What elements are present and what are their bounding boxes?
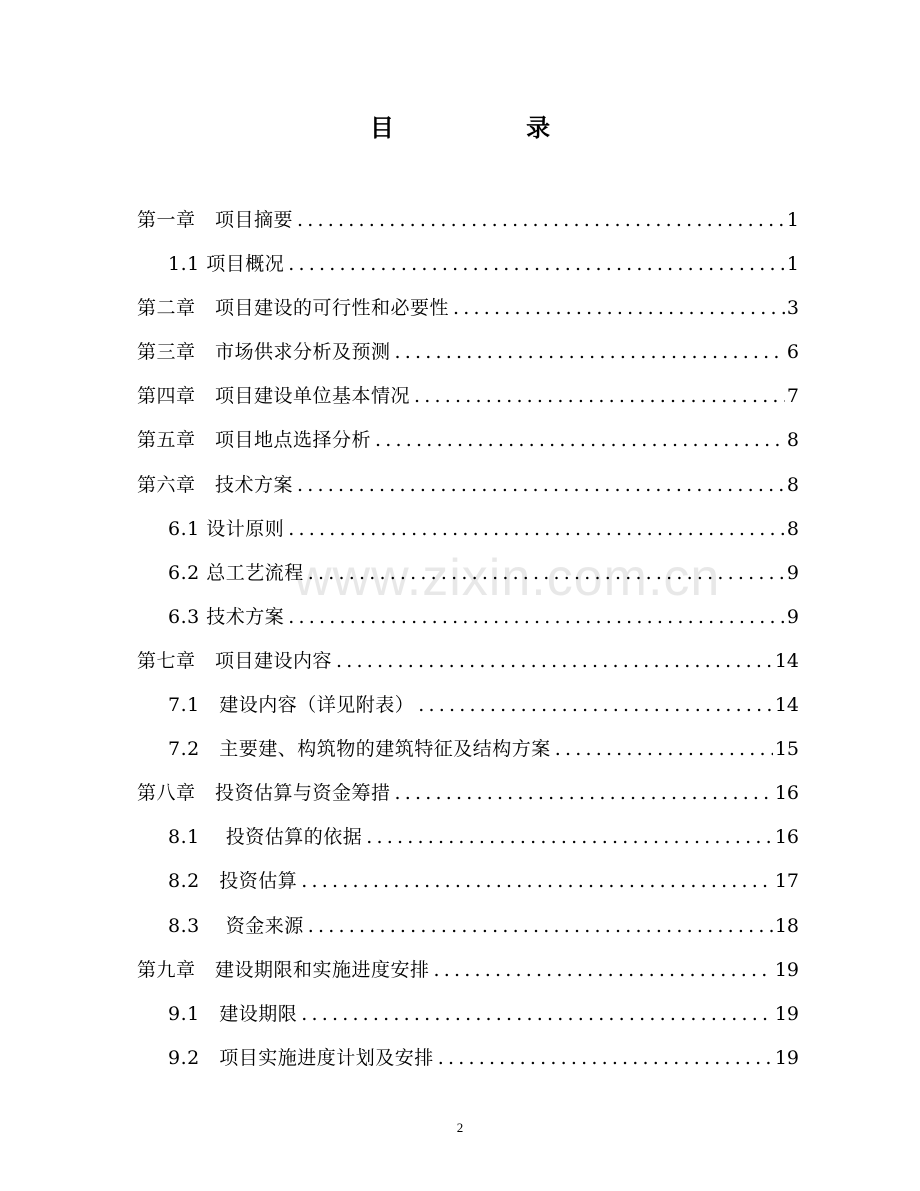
toc-entry-gap (200, 870, 220, 892)
toc-entry-title: 市场供求分析及预测 (215, 341, 391, 364)
toc-dot-leader (308, 904, 773, 948)
toc-entry-gap (196, 650, 216, 672)
toc-dot-leader (434, 948, 773, 992)
toc-page-number: 1 (786, 253, 799, 276)
toc-entry-number: 第九章 (137, 958, 196, 981)
toc-entry-chapter[interactable] (137, 948, 799, 992)
toc-entry-gap (196, 385, 216, 407)
toc-entry-gap (200, 826, 226, 848)
toc-page-number: 15 (774, 738, 799, 761)
toc-entry-title: 建设期限 (219, 1002, 298, 1025)
toc-page-number: 17 (774, 870, 799, 893)
toc-dot-leader (414, 374, 785, 418)
toc-entry-label (168, 507, 284, 551)
toc-entry-number: 第七章 (137, 649, 196, 672)
toc-entry-label (168, 242, 284, 286)
toc-entry-label (137, 418, 371, 462)
toc-entry-label (168, 992, 297, 1036)
page-title: 目 录 (369, 113, 613, 142)
toc-entry-gap (200, 738, 220, 760)
toc-entry-gap (196, 341, 216, 363)
toc-entry-title: 投资估算的依据 (225, 826, 363, 849)
toc-entry-section[interactable] (137, 904, 799, 948)
toc-entry-label (168, 551, 304, 595)
toc-entry-title: 资金来源 (225, 914, 304, 937)
toc-page-number: 9 (786, 561, 799, 584)
toc-page-number: 16 (774, 782, 799, 805)
toc-entry-number: 8.2 (168, 870, 200, 893)
toc-entry-section[interactable] (137, 507, 799, 551)
toc-entry-label (168, 727, 551, 771)
toc-entry-label (137, 948, 430, 992)
toc-entry-label (168, 683, 414, 727)
toc-dot-leader (438, 1036, 773, 1080)
toc-entry-label (168, 904, 304, 948)
toc-entry-number: 8.1 (168, 826, 200, 849)
toc-entry-title: 技术方案 (206, 605, 285, 628)
toc-entry-section[interactable] (137, 551, 799, 595)
toc-entry-chapter[interactable] (137, 771, 799, 815)
toc-entry-title: 总工艺流程 (206, 561, 304, 584)
toc-dot-leader (297, 463, 785, 507)
toc-entry-gap (196, 782, 216, 804)
toc-entry-number: 第一章 (137, 209, 196, 231)
toc-dot-leader (336, 639, 773, 683)
toc-entry-label (137, 198, 293, 242)
toc-entry-chapter[interactable] (137, 286, 799, 330)
toc-page-number: 1 (786, 209, 799, 231)
toc-entry-number: 第五章 (137, 429, 196, 452)
toc-entry-number: 1.1 (168, 253, 200, 276)
toc-dot-leader (297, 198, 785, 242)
toc-page-number: 7 (786, 385, 799, 408)
toc-entry-label (137, 286, 449, 330)
toc-entry-label (137, 639, 332, 683)
toc-entry-number: 第八章 (137, 782, 196, 805)
toc-entry-number: 6.2 (168, 561, 200, 584)
toc-dot-leader (301, 992, 773, 1036)
toc-dot-leader (375, 418, 785, 462)
toc-entry-label (168, 1036, 434, 1080)
toc-dot-leader (395, 330, 785, 374)
toc-entry-gap (196, 429, 216, 451)
toc-page-number: 8 (786, 473, 799, 496)
toc-entry-label (168, 815, 362, 859)
toc-page-number: 14 (774, 694, 799, 717)
toc-entry-chapter[interactable] (137, 418, 799, 462)
toc-entry-title: 设计原则 (206, 517, 285, 540)
table-of-contents (137, 198, 799, 1080)
toc-entry-gap (200, 694, 220, 716)
toc-entry-number: 8.3 (168, 914, 200, 937)
toc-entry-chapter[interactable] (137, 374, 799, 418)
toc-entry-gap (196, 959, 216, 981)
toc-dot-leader (308, 551, 785, 595)
toc-entry-section[interactable] (137, 992, 799, 1036)
toc-entry-title: 项目实施进度计划及安排 (219, 1046, 434, 1069)
toc-entry-title: 项目建设内容 (215, 649, 333, 672)
toc-dot-leader (288, 242, 785, 286)
toc-entry-title: 项目建设单位基本情况 (215, 385, 411, 408)
toc-entry-gap (196, 209, 216, 231)
toc-entry-chapter[interactable] (137, 330, 799, 374)
toc-page-number: 8 (786, 429, 799, 452)
toc-entry-number: 6.3 (168, 605, 200, 628)
toc-entry-title: 项目摘要 (215, 209, 294, 231)
toc-entry-number: 7.1 (168, 694, 200, 717)
toc-entry-chapter[interactable] (137, 198, 799, 242)
toc-entry-label (137, 374, 410, 418)
toc-entry-number: 7.2 (168, 738, 200, 761)
toc-entry-number: 9.2 (168, 1046, 200, 1069)
toc-entry-section[interactable] (137, 815, 799, 859)
toc-dot-leader (395, 771, 773, 815)
toc-page-number: 19 (774, 1002, 799, 1025)
toc-entry-chapter[interactable] (137, 639, 799, 683)
toc-dot-leader (288, 507, 785, 551)
toc-entry-label (168, 595, 284, 639)
toc-page-number: 19 (774, 958, 799, 981)
toc-entry-title: 项目概况 (206, 253, 285, 276)
toc-entry-gap (200, 915, 226, 937)
toc-page-number: 14 (774, 649, 799, 672)
toc-entry-section[interactable] (137, 727, 799, 771)
toc-entry-label (137, 771, 391, 815)
toc-entry-title: 建设期限和实施进度安排 (215, 958, 430, 981)
toc-entry-label (168, 859, 297, 903)
toc-dot-leader (288, 595, 785, 639)
toc-entry-number: 第四章 (137, 385, 196, 408)
toc-entry-number: 9.1 (168, 1002, 200, 1025)
toc-entry-section[interactable] (137, 859, 799, 903)
toc-entry-gap (200, 1047, 220, 1069)
toc-entry-title: 技术方案 (215, 473, 294, 496)
toc-dot-leader (366, 815, 773, 859)
watermark: www.zixin.com.cn (294, 549, 721, 607)
toc-entry-title: 投资估算 (219, 870, 298, 893)
toc-entry-section[interactable] (137, 683, 799, 727)
toc-page-number: 19 (774, 1046, 799, 1069)
toc-page-number: 18 (774, 914, 799, 937)
toc-entry-title: 投资估算与资金筹措 (215, 782, 391, 805)
toc-page-number: 6 (786, 341, 799, 364)
toc-entry-number: 第二章 (137, 297, 196, 320)
toc-dot-leader (555, 727, 773, 771)
toc-entry-number: 第六章 (137, 473, 196, 496)
toc-entry-chapter[interactable] (137, 463, 799, 507)
toc-entry-gap (196, 297, 216, 319)
toc-entry-section[interactable] (137, 1036, 799, 1080)
toc-entry-number: 6.1 (168, 517, 200, 540)
toc-dot-leader (301, 859, 773, 903)
toc-dot-leader (453, 286, 785, 330)
toc-entry-gap (196, 474, 216, 496)
toc-entry-title: 项目地点选择分析 (215, 429, 372, 452)
toc-entry-label (137, 463, 293, 507)
toc-entry-gap (200, 1003, 220, 1025)
toc-entry-section[interactable] (137, 242, 799, 286)
toc-entry-title: 主要建、构筑物的建筑特征及结构方案 (219, 738, 551, 761)
toc-page-number: 8 (786, 517, 799, 540)
page-number: 2 (456, 1120, 464, 1135)
toc-page-number: 3 (786, 297, 799, 320)
toc-entry-number: 第三章 (137, 341, 196, 364)
toc-entry-label (137, 330, 391, 374)
toc-page-number: 16 (774, 826, 799, 849)
toc-page-number: 9 (786, 605, 799, 628)
toc-entry-title: 建设内容（详见附表） (219, 694, 415, 717)
toc-dot-leader (418, 683, 773, 727)
toc-entry-section[interactable] (137, 595, 799, 639)
toc-entry-title: 项目建设的可行性和必要性 (215, 297, 450, 320)
